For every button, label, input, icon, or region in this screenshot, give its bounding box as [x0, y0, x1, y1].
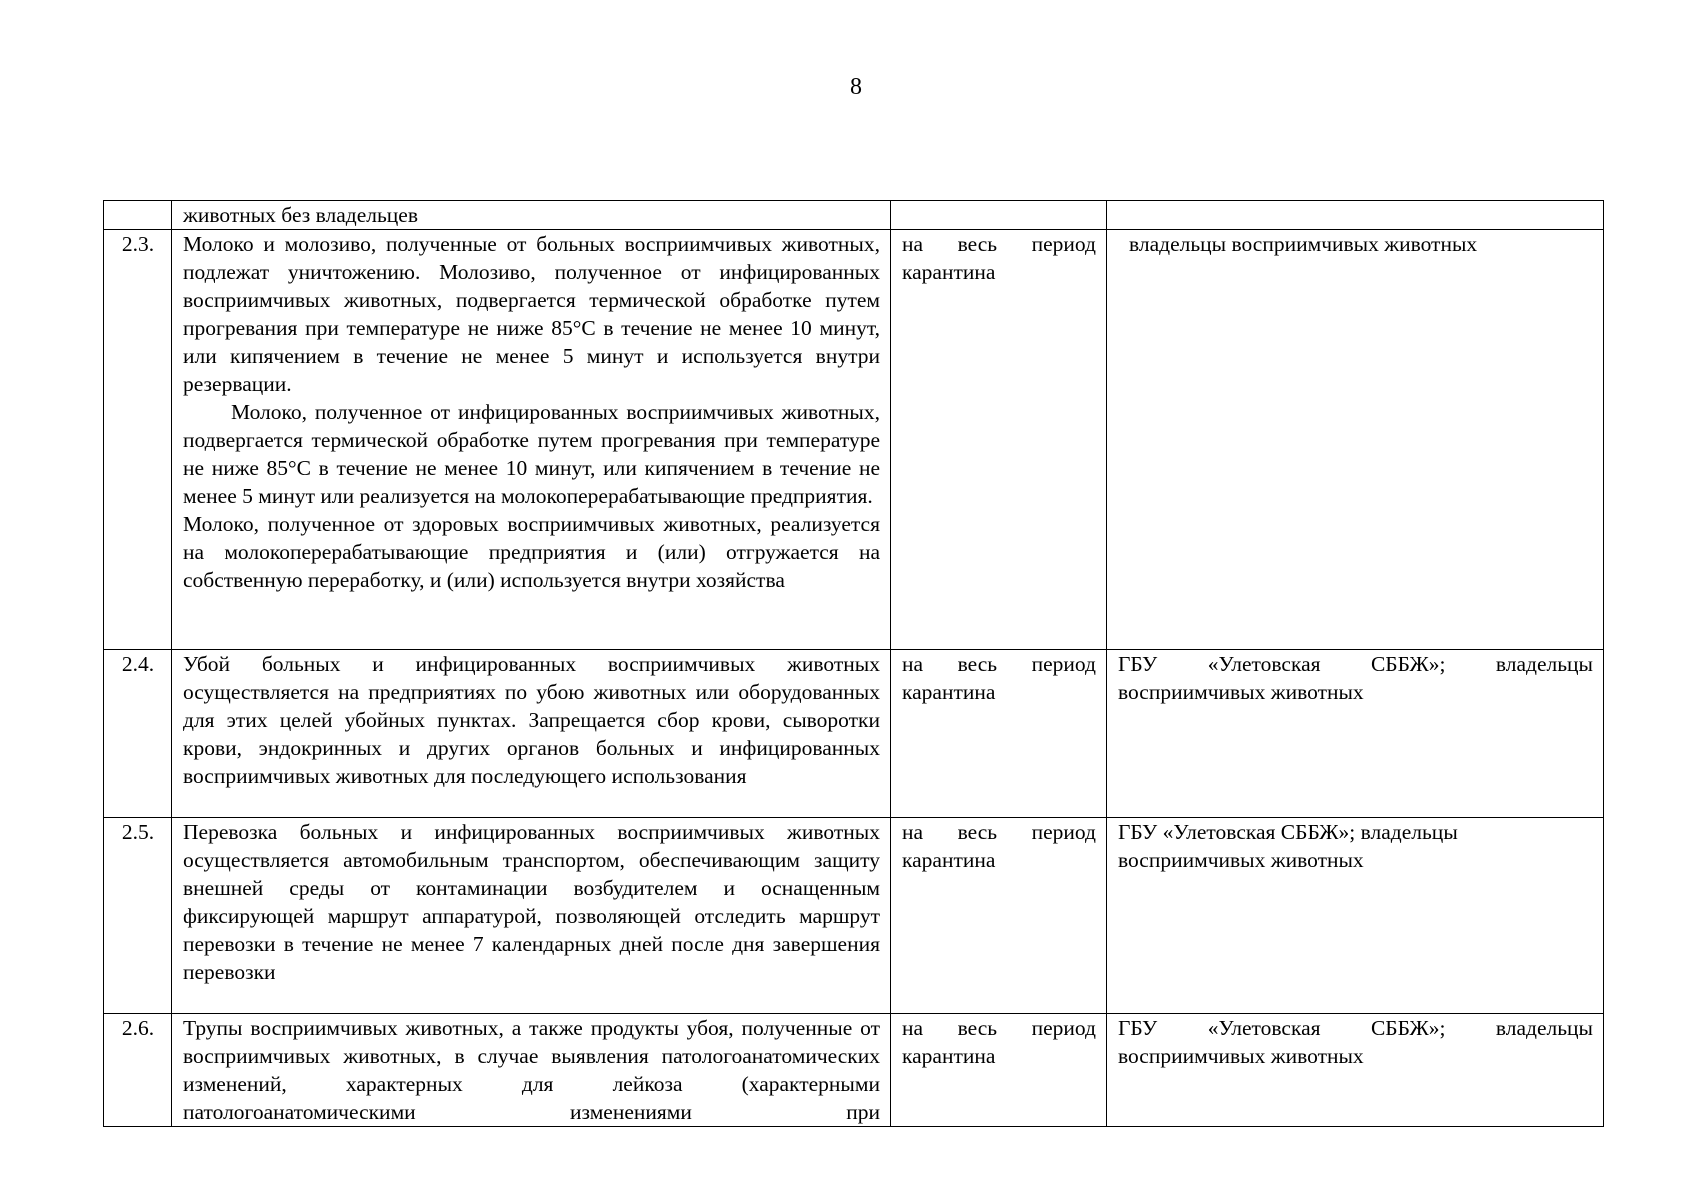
row-number: 2.4.	[104, 650, 172, 818]
measure-cell	[172, 650, 891, 818]
row-number: 2.6.	[104, 1014, 172, 1127]
row-number	[104, 201, 172, 230]
table-row	[104, 230, 1604, 650]
term-cell	[891, 201, 1107, 230]
measure-paragraph: Молоко, полученное от инфицированных восприимчивых животных, подвергается термической обработке путем прогревания при температуре не ниже 85°С в течение не менее 10 минут, или кипячением в течение не менее 5 минут или реализуется на молокоперерабатывающие предприятия.	[183, 400, 880, 508]
measure-paragraph: Молоко и молозиво, полученные от больных восприимчивых животных, подлежат уничтожению. Молозиво, полученное от инфицированных восприимчивых животных, подвергается термической обработке путем прогревания при температуре не ниже 85°С в течение не менее 10 минут, или кипячением в течение не менее 5 минут и используется внутри резервации.	[183, 232, 880, 396]
measures-table	[103, 200, 1604, 1127]
term-cell: на весь период карантина	[891, 230, 1107, 650]
term-cell: на весь период карантина	[891, 650, 1107, 818]
measure-cell	[172, 1014, 891, 1127]
table-row	[104, 650, 1604, 818]
responsible-cell: владельцы восприимчивых животных	[1107, 230, 1604, 650]
measure-paragraph: Перевозка больных и инфицированных восприимчивых животных осуществляется автомобильным транспортом, обеспечивающим защиту внешней среды от контаминации возбудителем и оснащенным фиксирующей маршрут аппаратурой, позволяющей отследить маршрут перевозки в течение не менее 7 календарных дней после дня завершения перевозки	[183, 820, 880, 984]
responsible-cell	[1107, 201, 1604, 230]
row-number: 2.3.	[104, 230, 172, 650]
responsible-cell: ГБУ «Улетовская СББЖ»; владельцы восприимчивых животных	[1107, 818, 1604, 1014]
table-row	[104, 201, 1604, 230]
measure-paragraph: животных без владельцев	[183, 203, 418, 227]
table-row	[104, 818, 1604, 1014]
measure-paragraph: Трупы восприимчивых животных, а также продукты убоя, полученные от восприимчивых животных, в случае выявления патологоанатомических изменений, характерных для лейкоза (характерными патологоанатомическими изменениями при	[183, 1016, 880, 1124]
measure-cell	[172, 230, 891, 650]
table-row	[104, 1014, 1604, 1127]
row-number: 2.5.	[104, 818, 172, 1014]
responsible-cell: ГБУ «Улетовская СББЖ»; владельцы восприимчивых животных	[1107, 1014, 1604, 1127]
responsible-cell: ГБУ «Улетовская СББЖ»; владельцы восприимчивых животных	[1107, 650, 1604, 818]
measure-paragraph: Убой больных и инфицированных восприимчивых животных осуществляется на предприятиях по убою животных или оборудованных для этих целей убойных пунктах. Запрещается сбор крови, сыворотки крови, эндокринных и других органов больных и инфицированных восприимчивых животных для последующего использования	[183, 652, 880, 788]
measure-cell	[172, 818, 891, 1014]
term-cell: на весь период карантина	[891, 818, 1107, 1014]
term-cell: на весь период карантина	[891, 1014, 1107, 1127]
page-number: 8	[850, 74, 862, 100]
measure-cell	[172, 201, 891, 230]
measure-paragraph: Молоко, полученное от здоровых восприимчивых животных, реализуется на молокоперерабатывающие предприятия и (или) отгружается на собственную переработку, и (или) используется внутри хозяйства	[183, 512, 880, 592]
